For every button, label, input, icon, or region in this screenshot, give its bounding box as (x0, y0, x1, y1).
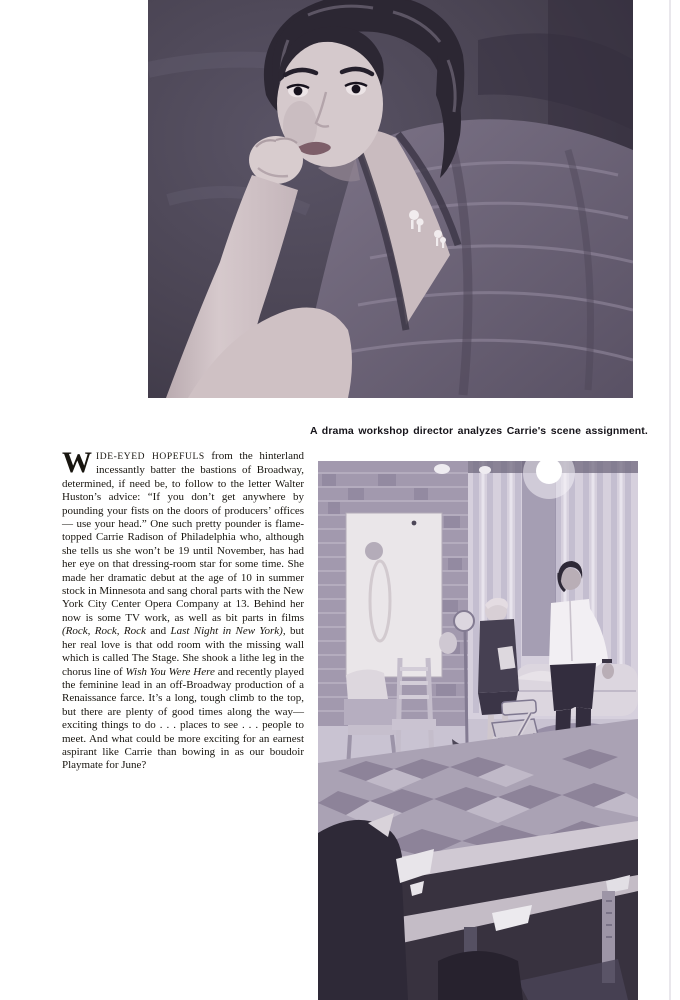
canvas-backdrop (346, 513, 442, 677)
article-column (62, 446, 305, 773)
portrait-photo-art (148, 0, 633, 398)
page-edge-line (669, 0, 671, 1000)
article-paragraph (62, 446, 305, 773)
photo-caption: A drama workshop director analyzes Carrie's scene assignment. (310, 425, 648, 437)
article-text: from the hinterland incessantly batter the bastions of Broadway, determined, if need be, to follow to the letter Walter Huston’s advice: “If you don’t get anywhere by pounding your fists on the doors of producers’ offices — use your head.” One such pretty pounder is flame-topped Carrie Radison of Philadelphia who, although she tells us she won’t be 19 until November, has had her eye on that dressing-room star for some time. She made her dramatic debut at the age of 10 in summer stock in Minnesota and sang choral parts with the New York City Center Opera Company at 13. Behind her now is some TV work, as well as bit parts in films (Rock, Rock, Rock and Last Night in New York), but her real love is that odd room with the missing wall which is called The Stage. She shook a lithe leg in the chorus line of Wish You Were Here and recently played the feminine lead in an off-Broadway production of a Renaissance farce. It’s a long, tough climb to the top, but there are plenty of good times along the way—exciting things to do . . . places to see . . . people to meet. And what could be more exciting for an earnest aspirant like Carrie than bowing in as our boudoir Playmate for June? (62, 450, 305, 772)
portrait-photo (148, 0, 633, 398)
workshop-photo (318, 461, 638, 1000)
dropcap: W (62, 446, 92, 479)
article-opening-smallcaps: IDE-EYED HOPEFULS (96, 452, 205, 462)
workshop-photo-art (318, 461, 638, 1000)
sculpture-head (439, 632, 457, 654)
